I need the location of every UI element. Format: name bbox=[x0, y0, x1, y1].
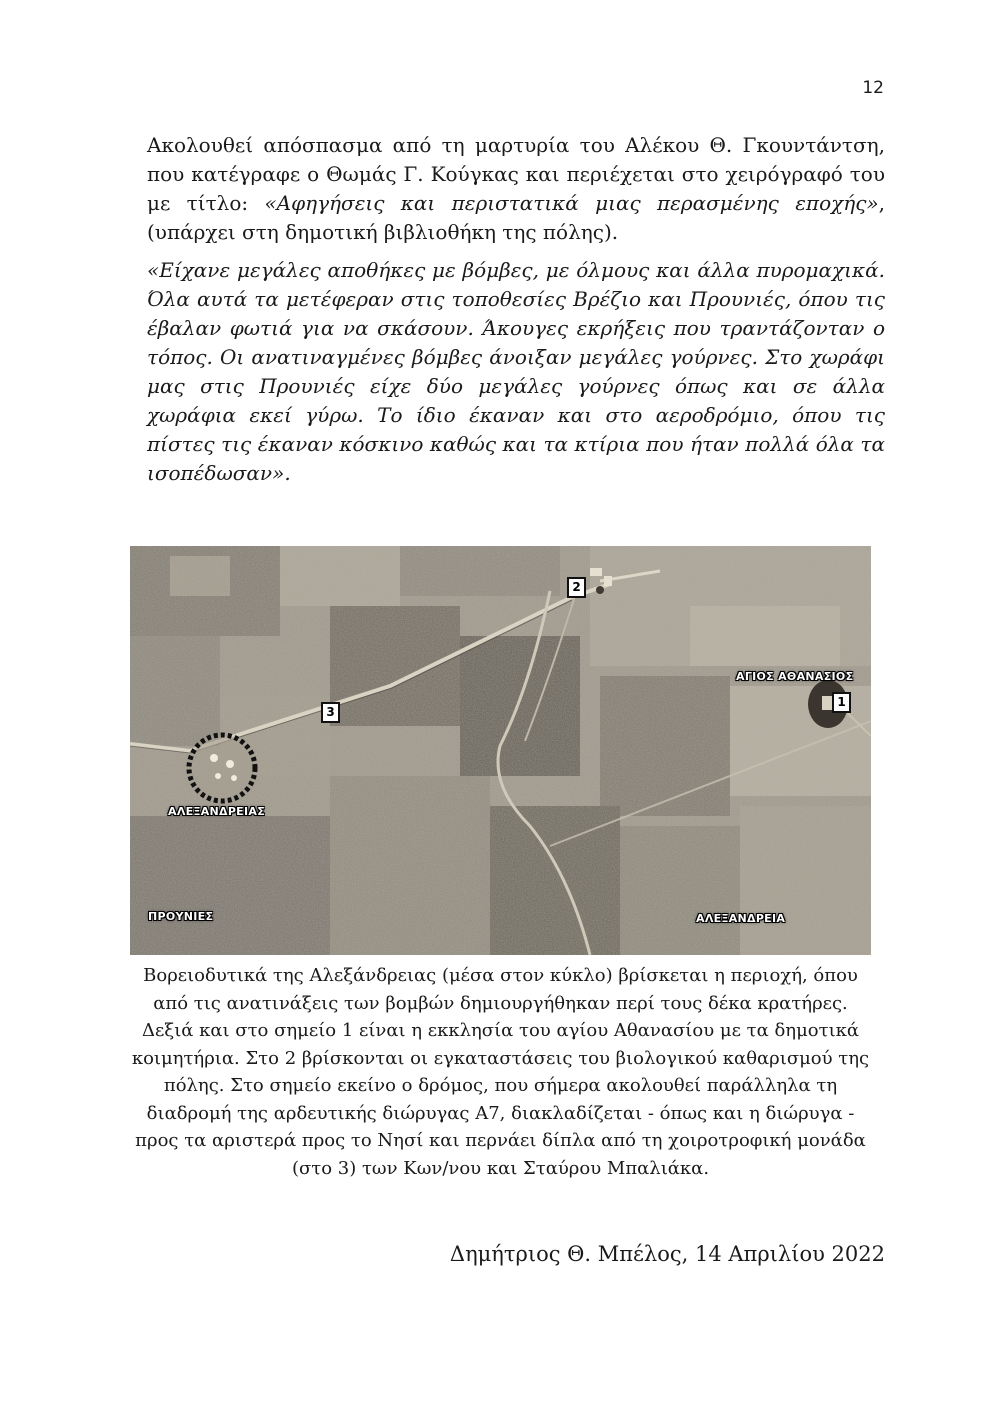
label-alexandreia: ΑΛΕΞΑΝΔΡΕΙΑ bbox=[696, 912, 786, 925]
manuscript-title: «Αφηγήσεις και περιστατικά μιας περασμένης εποχής» bbox=[264, 191, 879, 215]
label-prounies: ΠΡΟΥΝΙΕΣ bbox=[148, 910, 214, 923]
testimony-quote: «Είχανε μεγάλες αποθήκες με βόμβες, με όλμους και άλλα πυρομαχικά. Όλα αυτά τα μετέφεραν στις τοποθεσίες Βρέζιο και Προυνιές, όπου τις έβαλαν φωτιά για να σκάσουν. Άκουγες εκρήξεις που τραντάζονταν ο τόπος. Οι ανατιναγμένες βόμβες άνοιξαν μεγάλες γούρνες. Στο χωράφι μας στις Προυνιές είχε δύο μεγάλες γούρνες όπως και σε άλλα χωράφια εκεί γύρω. Το ίδιο έκαναν και στο αεροδρόμιο, όπου τις πίστες τις έκαναν κόσκινο καθώς και τα κτίρια που ήταν πολλά όλα τα ισοπέδωσαν». bbox=[147, 258, 885, 485]
page-number: 12 bbox=[862, 78, 884, 98]
label-alexandreias: ΑΛΕΞΑΝΔΡΕΙΑΣ bbox=[168, 805, 266, 818]
label-agios-athanasios: ΑΓΙΟΣ ΑΘΑΝΑΣΙΟΣ bbox=[736, 670, 854, 683]
signature-line: Δημήτριος Θ. Μπέλος, 14 Απριλίου 2022 bbox=[449, 1242, 885, 1266]
intro-paragraph bbox=[147, 131, 885, 247]
photo-caption: Βορειοδυτικά της Αλεξάνδρειας (μέσα στον κύκλο) βρίσκεται η περιοχή, όπου από τις ανατινάξεις των βομβών δημιουργήθηκαν περί τους δέκα κρατήρες. Δεξιά και στο σημείο 1 είναι η εκκλησία του αγίου Αθανασίου με τα δημοτικά κοιμητήρια. Στο 2 βρίσκονται οι εγκαταστάσεις του βιολογικού καθαρισμού της πόλης. Στο σημείο εκείνο ο δρόμος, που σήμερα ακολουθεί παράλληλα τη διαδρομή της αρδευτικής διώρυγας Α7, διακλαδίζεται - όπως και η διώρυγα - προς τα αριστερά προς το Νησί και περνάει δίπλα από τη χοιροτροφική μονάδα (στο 3) των Κων/νου και Σταύρου Μπαλιάκα. bbox=[131, 965, 870, 1179]
marker-3: 3 bbox=[321, 702, 340, 723]
aerial-photo bbox=[130, 546, 871, 955]
intro-text: Ακολουθεί απόσπασμα από τη μαρτυρία του Αλέκου Θ. Γκουντάντση, που κατέγραφε ο Θωμάς Γ. Κούγκας και περιέχεται στο χειρόγραφό του με τίτλο: bbox=[147, 133, 885, 215]
intro-text-end: , (υπάρχει στη δημοτική βιβλιοθήκη της πόλης). bbox=[147, 191, 886, 244]
aerial-photo-terrain bbox=[130, 546, 871, 955]
marker-1: 1 bbox=[832, 692, 851, 713]
marker-2: 2 bbox=[567, 577, 586, 598]
